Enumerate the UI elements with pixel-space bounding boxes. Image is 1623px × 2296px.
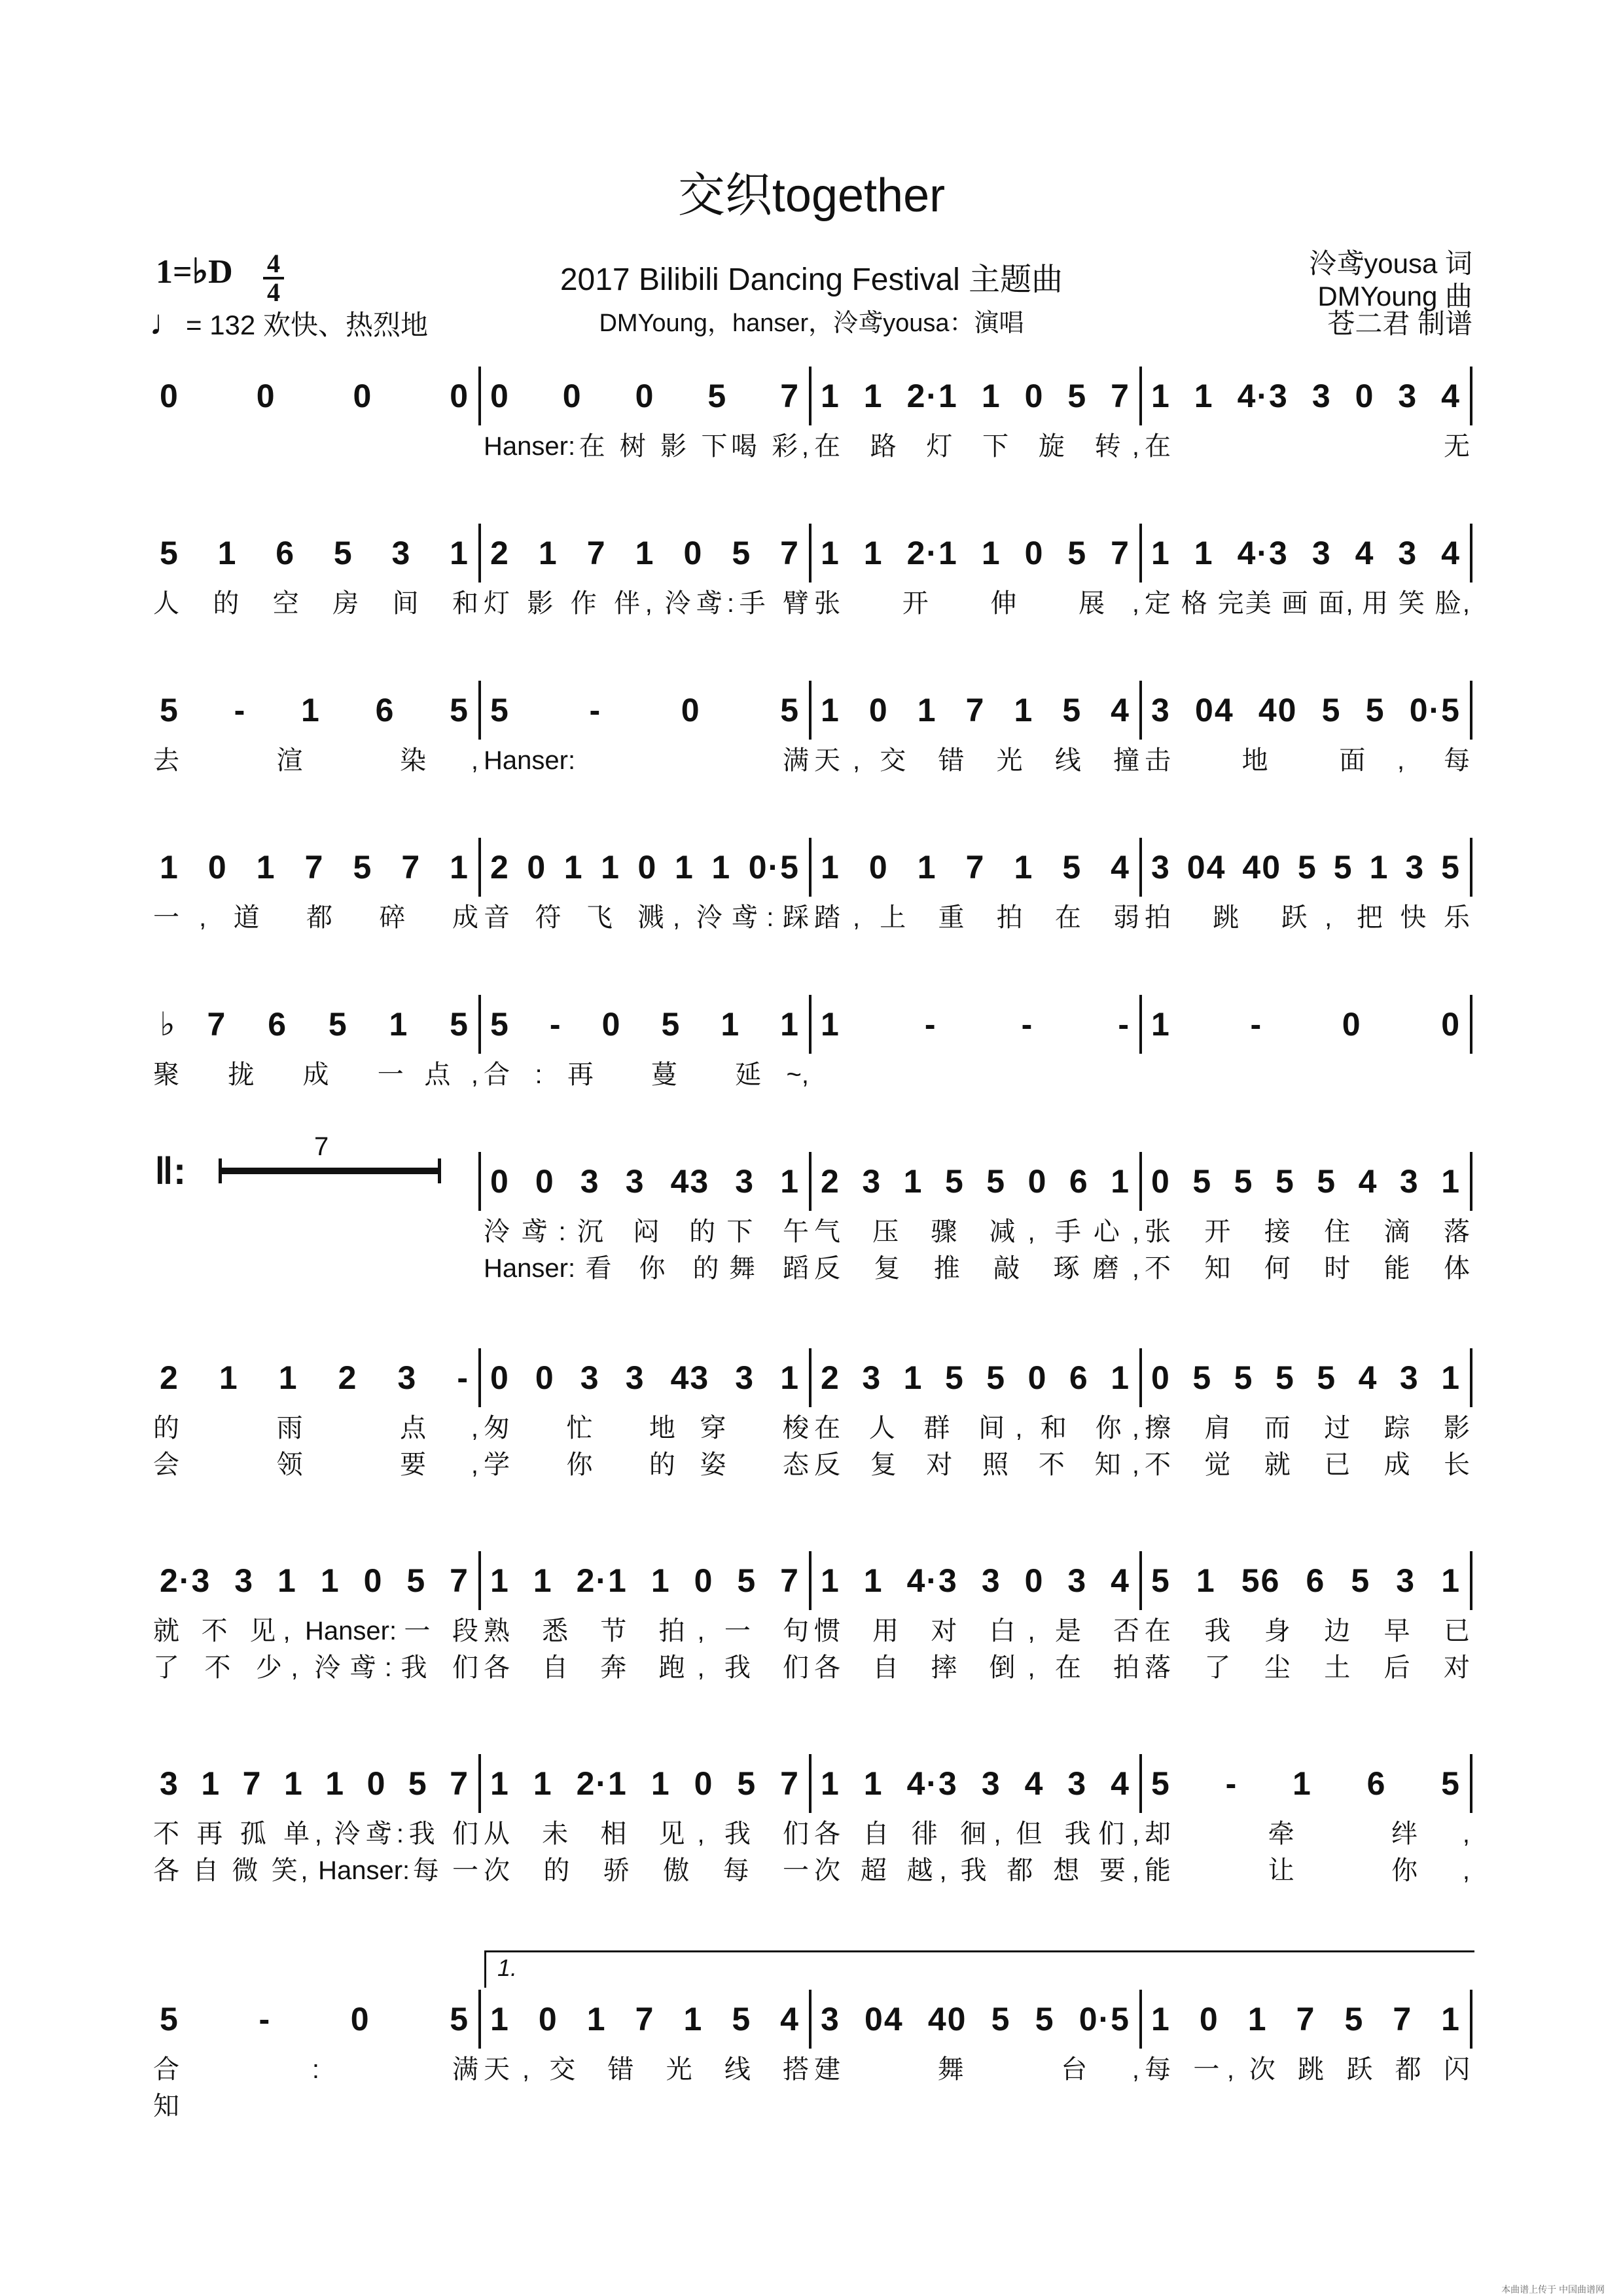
score-system [151,524,1472,619]
measure-notes: 0 0 0 0 [160,378,469,414]
measure [151,1551,481,1610]
notation-staff [151,367,1472,425]
singers-credit: DMYoung，hanser，泠鸢yousa：演唱 [599,310,1024,337]
score-system [151,367,1472,462]
multi-measure-rest-count: 7 [314,1132,329,1161]
measure-notes: 0 0 3 3 43 3 1 [490,1359,800,1396]
notation-staff [151,1990,1472,2049]
measure [151,524,481,583]
lyric-line [151,2085,1472,2122]
lyric-segment: Hanser:看 你 的舞 蹈 [484,1254,809,1283]
measure [812,367,1142,425]
measure-notes: 2 0 1 1 0 1 1 0·5 [490,849,800,886]
measure-notes: 1 0 1 7 5 7 1 [160,849,469,886]
measure [812,1754,1142,1813]
score-system [151,1990,1472,2122]
measure [481,1551,812,1610]
measure-notes: 1 0 1 7 1 5 4 [821,692,1130,728]
measure-notes: 3 04 40 5 5 1 3 5 [1151,849,1461,886]
lyric-segment: 音 符 飞 溅, 泠鸢:踩 [484,903,809,932]
measure [151,367,481,425]
lyric-line [151,2049,1472,2085]
lyric-segment: Hanser:在 树 影 下喝 彩, [484,432,809,461]
measure [151,1990,481,2049]
lyric-segment: 次 的 骄 傲 每 一 [484,1856,809,1885]
lyric-segment: 张 开 伸 展, [814,589,1139,618]
lyric-segment: 各 自 徘 徊, 但 我们, [814,1820,1139,1848]
lyric-line [151,1211,1472,1247]
lyric-segment: 匆 忙 地穿 梭 [484,1414,809,1443]
score-system [151,681,1472,776]
measure [1142,1754,1472,1813]
lyric-segment: 不 觉 就 已 成 长 [1145,1450,1470,1479]
lyric-line [151,740,1472,776]
lyric-line [151,1444,1472,1480]
measure [812,1990,1142,2049]
measure-notes: 2 1 1 2 3 - [160,1359,469,1396]
measure [1142,681,1472,740]
quarter-note-icon: ♩ [149,303,185,342]
lyric-segment: 聚 拢 成 一点, [153,1060,478,1089]
lyric-segment [812,1054,1142,1090]
measure [812,995,1142,1054]
lyric-line [151,1850,1472,1886]
notation-staff [151,524,1472,583]
score-subtitle: 2017 Bilibili Dancing Festival 主题曲 [560,262,1063,297]
lyric-segment [151,1247,481,1284]
lyric-segment [151,425,481,462]
score-system [151,1754,1472,1886]
measure-notes: 1 1 4·3 3 0 3 4 [821,1562,1130,1599]
measure-notes: 2 1 7 1 0 5 7 [490,535,800,571]
lyric-segment: 从 未 相 见, 我 们 [484,1820,809,1848]
lyric-segment: 人 的 空 房 间 和 [153,589,478,618]
measure [481,524,812,583]
lyric-segment: 建 舞 台, [814,2055,1139,2084]
score-title: 交织together [677,170,946,222]
lyric-segment: 反 复 对 照 不 知, [814,1450,1139,1479]
lyric-segment: 在 无 [1145,432,1470,461]
measure [1142,1152,1472,1211]
lyric-line [151,583,1472,619]
lyric-segment: 落 了 尘 土 后 对 [1145,1653,1470,1682]
notation-staff [151,1348,1472,1407]
footer-watermark: 本曲谱上传于 中国曲谱网 [1501,2284,1605,2295]
measure [812,681,1142,740]
lyric-segment: 反 复 推 敲 琢磨, [814,1254,1139,1283]
measure-notes: 0 0 0 5 7 [490,378,800,414]
lyric-line [151,1407,1472,1444]
lyric-segment: 在 我 身 边 早 已 [1145,1617,1470,1645]
lyric-segment: 击 地 面, 每 [1145,746,1470,775]
lyric-segment: 一, 道 都 碎 成 [153,903,478,932]
measure-notes: 1 - - - [821,1006,1130,1043]
lyric-line [151,1647,1472,1683]
measure [481,1990,812,2049]
measure-notes: 3 04 40 5 5 0·5 [821,2001,1130,2037]
lyric-segment: 合:再 蔓 延~, [484,1060,809,1089]
measure-notes: 1 0 1 7 1 5 4 [821,849,1130,886]
measure-notes: 3 04 40 5 5 0·5 [1151,692,1461,728]
measure-notes: 1 1 4·3 3 4 3 4 [821,1765,1130,1802]
measure [812,1348,1142,1407]
measure [481,838,812,897]
score-system [151,1348,1472,1480]
measure [1142,1990,1472,2049]
lyric-segment: 在 人 群 间, 和 你, [814,1414,1139,1443]
measure [481,1152,812,1211]
notation-staff [151,681,1472,740]
measure-notes: 3 1 7 1 1 0 5 7 [160,1765,469,1802]
lyric-line [151,425,1472,462]
measure-notes: 5 1 56 6 5 3 1 [1151,1562,1461,1599]
measure [151,1348,481,1407]
lyricist-credit: 泠鸢yousa 词 [1309,248,1472,279]
key-signature: 1=♭D [156,253,233,291]
tempo-marking [149,302,428,343]
measure [1142,1348,1472,1407]
lyric-segment: 能 让 你, [1145,1856,1470,1885]
lyric-segment: 气 压 骤 减, 手心, [814,1217,1139,1246]
measure [812,838,1142,897]
lyric-line [151,897,1472,933]
measure-notes: 2·3 3 1 1 0 5 7 [160,1562,469,1599]
lyric-segment: 惯 用 对 白, 是 否 [814,1617,1139,1645]
time-signature-bottom: 4 [267,278,280,307]
lyric-segment: 各 自 摔 倒, 在 拍 [814,1653,1139,1682]
measure-notes: 1 0 1 7 5 7 1 [1151,2001,1461,2037]
lyric-segment: 不 再 孤 单, 泠鸢:我 们 [153,1820,478,1848]
notation-staff [151,1152,1472,1211]
measure-notes: 1 1 4·3 3 4 3 4 [1151,535,1461,571]
notation-staff [151,838,1472,897]
repeat-start-sign: ‖: [154,1150,187,1193]
lyric-segment [812,2085,1142,2122]
measure [481,995,812,1054]
measure-notes: 0 0 3 3 43 3 1 [490,1163,800,1200]
lyric-segment: 却 牵 绊, [1145,1820,1470,1848]
lyric-segment [151,1211,481,1247]
lyric-segment [1142,1054,1472,1090]
measure-notes: 1 1 4·3 3 0 3 4 [1151,378,1461,414]
measure [481,1348,812,1407]
measure-notes: 5 - 0 5 [160,2001,469,2037]
tempo-text: = 132 欢快、热烈地 [186,310,428,340]
lyric-segment: 的 雨 点, [153,1414,478,1443]
lyric-segment: 天, 交 错 光 线 搭 [484,2055,809,2084]
measure [481,1754,812,1813]
lyric-line [151,1247,1472,1284]
volta-number: 1. [497,1954,518,1981]
measure-notes: 5 - 1 6 5 [160,692,469,728]
measure [812,1152,1142,1211]
lyric-segment: 定 格 完美 画 面, 用 笑 脸, [1145,589,1470,618]
lyric-segment: 天, 交 错 光 线 撞 [814,746,1139,775]
measure [1142,995,1472,1054]
lyric-line [151,1610,1472,1647]
lyric-segment: 灯 影 作 伴, 泠鸢:手 臂 [484,589,809,618]
notation-staff [151,1551,1472,1610]
lyric-segment [1142,2085,1472,2122]
measure-notes: 1 1 2·1 1 0 5 7 [821,535,1130,571]
measure-notes: 5 1 6 5 3 1 [160,535,469,571]
lyric-segment: 熟 悉 节 拍, 一 句 [484,1617,809,1645]
lyric-line [151,1813,1472,1850]
lyric-segment: 张 开 接 住 滴 落 [1145,1217,1470,1246]
measure-notes: 1 1 2·1 1 0 5 7 [490,1765,800,1802]
lyric-segment: 知 [153,2092,179,2121]
lyric-segment: 了 不 少, 泠鸢:我 们 [153,1653,478,1682]
arranger-credit: 苍二君 制谱 [1327,308,1472,339]
measure-notes: 1 1 2·1 1 0 5 7 [821,378,1130,414]
measure-notes: 5 - 0 5 [490,692,800,728]
lyric-segment: 擦 肩 而 过 踪 影 [1145,1414,1470,1443]
score-system [151,1551,1472,1683]
lyric-segment: 在 路 灯 下 旋 转, [814,432,1139,461]
measure [151,1754,481,1813]
lyric-segment: 踏, 上 重 拍 在 弱 [814,903,1139,932]
lyric-segment: 就 不 见, Hanser:一 段 [153,1617,478,1645]
lyric-segment: 去 渲 染, [153,746,478,775]
measure-notes: 0 5 5 5 5 4 3 1 [1151,1163,1461,1200]
lyric-segment: 各 自 奔 跑, 我 们 [484,1653,809,1682]
lyric-segment: 会 领 要, [153,1450,478,1479]
lyric-segment: 学 你 的姿 态 [484,1450,809,1479]
score-system [151,838,1472,933]
measure [1142,367,1472,425]
notation-staff [151,995,1472,1054]
lyric-line [151,1054,1472,1090]
measure-notes: 5 - 1 6 5 [1151,1765,1461,1802]
measure-notes: 5 - 0 5 1 1 [490,1006,800,1043]
time-signature [260,251,287,305]
measure-notes: 1 0 1 7 1 5 4 [490,2001,800,2037]
lyric-segment: 合:满 [153,2055,478,2084]
measure [1142,524,1472,583]
composer-credit: DMYoung 曲 [1317,281,1472,312]
measure [481,367,812,425]
measure [151,838,481,897]
lyric-segment: 各 自 微 笑, Hanser:每 一 [153,1856,478,1885]
volta-bracket [484,1950,1474,1988]
lyric-segment: 每 一, 次 跳 跃 都 闪 [1145,2055,1470,2084]
measure [151,681,481,740]
lyric-segment: Hanser:满 [484,746,809,775]
lyric-segment: 拍 跳 跃, 把快乐 [1145,903,1470,932]
measure-notes: 2 3 1 5 5 0 6 1 [821,1359,1130,1396]
measure [1142,1551,1472,1610]
measure [812,524,1142,583]
notation-staff [151,1754,1472,1813]
measure-notes: 2 3 1 5 5 0 6 1 [821,1163,1130,1200]
measure-notes: 0 5 5 5 5 4 3 1 [1151,1359,1461,1396]
lyric-segment: 不 知 何 时 能 体 [1145,1254,1470,1283]
measure [481,681,812,740]
lyric-segment: 泠鸢:沉 闷 的下 午 [484,1217,809,1246]
measure [1142,838,1472,897]
time-signature-top: 4 [267,249,280,278]
score-system [151,995,1472,1090]
measure-notes: 1 1 2·1 1 0 5 7 [490,1562,800,1599]
measure-notes: 1 - 0 0 [1151,1006,1461,1043]
measure [151,995,481,1054]
lyric-segment: 次 超 越, 我 都 想 要, [814,1856,1139,1885]
lyric-segment [481,2085,812,2122]
multi-measure-rest [219,1168,441,1174]
measure-notes: ♭7 6 5 1 5 [160,1006,469,1043]
measure [812,1551,1142,1610]
